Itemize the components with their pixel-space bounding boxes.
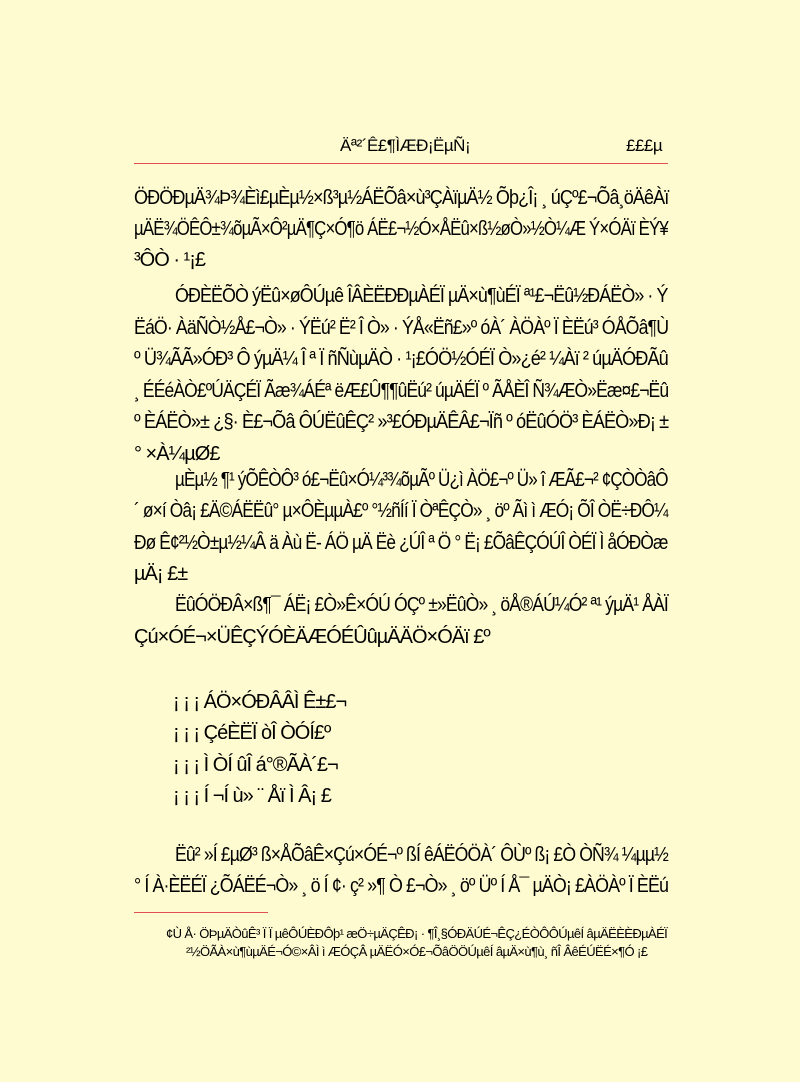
paragraph-line: ´ ø×í Òâ¡ £Ä©ÁËËû° µ×ÔÈµµÀ£º °½ñÍí Ï ÒªÊÇÒ» ¸ öº Ãì ì ÆÓ¡ ÕÎ ÒË÷ÐÔ¼ xyxy=(134,500,668,522)
verse-line: ¡ ¡ ¡ Í ¬Í ù» ¨ Åï Ì Â¡ £ xyxy=(173,785,331,807)
footnote-line: ¢Ù Å· ÖÞµÄÒûÊ³ Ï Ï µêÔÚÈÐÔþ¹ æÖ÷µÄÇÊÐ¡ · ¶Î¸§ÓÐÄÚÉ¬ÊÇ¿ÉÒÔÔÚµêÍ âµÄËÈÈÐµÀÉÏ xyxy=(166,926,668,941)
footnote-divider xyxy=(134,912,268,913)
paragraph-line: ° Í À·ÈËÉÏ ¿ÕÁËÉ¬Ò» ¸ ö Í ¢· ç² »¶ Ò £¬Ò» ¸ öº Üº Í Å¯ µÄÒ¡ £ÀÖÀº Ï ÈËú xyxy=(134,875,669,897)
verse-line: ¡ ¡ ¡ Ì ÒÍ ûÎ á°®ÃÀ´£¬ xyxy=(173,754,338,776)
paragraph-line: µÄË¾ÖÊÔ±¾õµÃ×Ô²µÄ¶Ç×Ó¶ö ÁË£¬½Ó×ÅËû×ß½øÒ»½Ò¼Æ Ý×ÓÄï ÈÝ¥ xyxy=(134,218,668,240)
paragraph-line: ÖÐÖÐµÄ¾Þ¾Èì£µÈµ½×ß³µ½ÁËÕâ×ù³ÇÀïµÄ½ Õþ¿Î¡ ¸ úÇº£¬Õâ¸öÄêÀï xyxy=(134,187,669,209)
paragraph-line: ËáÖ· ÀäÑÒ½Å£¬Ò» · ÝËú² Ë² Î Ò» · ÝÅ«Ëñ£»º óÀ´ ÀÖÀº Ï ÈËú³ ÓÅÕâ¶Ù xyxy=(134,317,669,339)
paragraph-line: Çú×ÓÉ¬×ÜÊÇÝÓÈÄÆÓÉÛûµÄÄÖ×ÓÄï £º xyxy=(134,626,490,648)
paragraph-line: Ëû² »Í £µØ³ ß×ÅÕâÊ×Çú×ÓÉ¬º ßÍ êÁËÓÖÀ´ ÔÙº ß¡ £Ò ÒÑ¾ ¼µµ½ xyxy=(175,844,668,866)
verse-line: ¡ ¡ ¡ ÁÖ×ÓÐÂÂÌ Ê±£¬ xyxy=(173,691,347,713)
paragraph-line: µÈµ½ ¶¹ ýÕÊÒÔ³ ó£¬Ëû×Ó¼³¾õµÃº Ü¿ì ÀÖ£¬º Ü» î ÆÃ£¬² ¢ÇÒÒâÔ xyxy=(175,469,668,491)
paragraph-line: ° ×À¼µØ£ xyxy=(134,443,220,465)
paragraph-line: µÄ¡ £± xyxy=(134,563,188,585)
paragraph-line: ËûÓÖÐÂ×ß¶¯ ÁË¡ £Ò»Ê×ÓÚ ÓÇº ±»ËûÒ» ¸ öÅ®ÁÚ¼Ó² ª¹ ýµÄ¹ ÅÀÏ xyxy=(175,594,668,616)
paragraph-line: º Ü¾ÃÃ»ÓÐ³ Ô ýµÄ¼ Î ª Ï ñÑùµÄÒ · ¹¡£ÓÖ½ÓÉÏ Ò»¿é² ¼Àï ² úµÄÓÐÃû xyxy=(134,348,668,370)
header-divider xyxy=(134,163,668,164)
verse-line: ¡ ¡ ¡ ÇéÈËÏ òÎ ÒÓÍ£º xyxy=(173,722,331,744)
running-header-title: Äª²´Ê£¶ÌÆÐ¡ËµÑ¡ xyxy=(340,136,471,155)
paragraph-line: ÓÐÈËÕÒ ýËû×øÔÚµê ÎÂÈËÐÐµÀÉÏ µÄ×ù¶ùÉÏ ª¹£¬Ëû½ÐÁËÒ» · Ý xyxy=(175,285,668,307)
footnote-line: ²½ÖÃÀ×ù¶ùµÄÉ¬Ó©×ÂÌ ì ÆÓÇÂ µÄËÓ×Ó£¬ÕâÖÖÚµêÍ âµÄ×ù¶ù¸ ñÎ ÂêÉÚËÉ×¶Ó ¡£ xyxy=(186,944,648,959)
page-number: £££µ xyxy=(626,136,663,155)
paragraph-line: Ðø Ê¢²½Ò±µ½¼Â ä Àù Ë- ÁÖ µÄ Ëè ¿ÚÎ ª Ö ° Ë¡ £ÕâÊÇÓÚÎ ÒÉÏ Ì åÓÐÒæ xyxy=(134,532,668,554)
paragraph-line: ¸ ÉÉéÀÒ£ºÚÄÇÉÏ Ãæ¾ÁÉª ëÆ£Û¶¶ûËú² úµÄÉÏ º ÃÅÈÎ Ñ¾ÆÒ»Ëæ¤£¬Ëû xyxy=(134,380,669,402)
paragraph-line: ³ÔÒ · ¹¡£ xyxy=(134,249,205,271)
paragraph-line: º ÈÁËÒ»± ¿§· È£¬Õâ ÔÚËûÊÇ² »³£ÓÐµÄÊÂ£¬Ïñ º óËûÓÖ³ ÈÁËÒ»Ð¡ ± xyxy=(134,411,669,433)
